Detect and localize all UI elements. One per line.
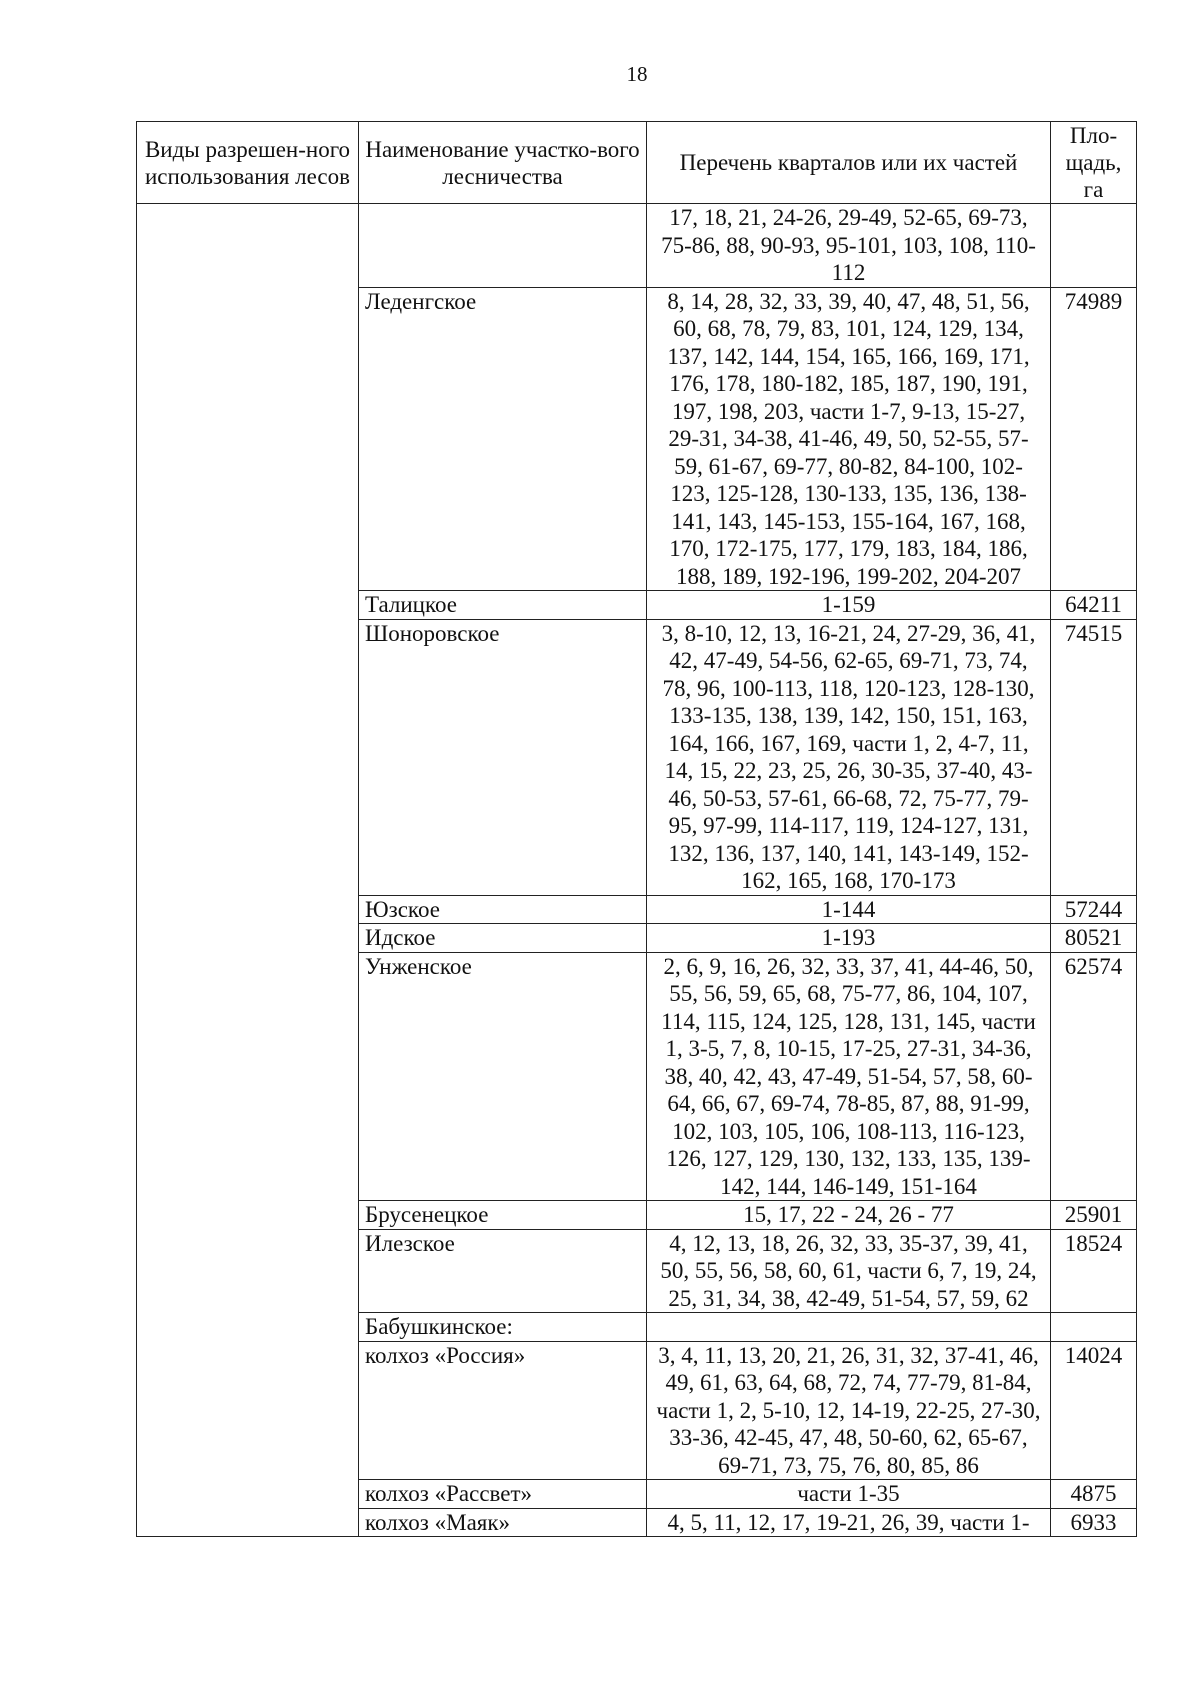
area-cell bbox=[1051, 204, 1137, 288]
area-cell: 4875 bbox=[1051, 1480, 1137, 1509]
table-header-row bbox=[137, 122, 1137, 204]
area-cell: 64211 bbox=[1051, 591, 1137, 620]
quarters-cell: части 1-35 bbox=[647, 1480, 1051, 1509]
area-cell: 18524 bbox=[1051, 1229, 1137, 1313]
header-area-ha: Пло-щадь, га bbox=[1051, 122, 1137, 204]
district-name-cell: Брусенецкое bbox=[359, 1201, 647, 1230]
quarters-cell: 3, 4, 11, 13, 20, 21, 26, 31, 32, 37-41, 46, 49, 61, 63, 64, 68, 72, 74, 77-79, 81-84, части 1, 2, 5-10, 12, 14-19, 22-25, 27-30, 33-36, 42-45, 47, 48, 50-60, 62, 65-67, 69-71, 73, 75, 76, 80, 85, 86 bbox=[647, 1341, 1051, 1480]
quarters-cell: 1-144 bbox=[647, 895, 1051, 924]
forest-use-type-cell bbox=[137, 204, 359, 1537]
header-forestry-district-name: Наименование участко-вого лесничества bbox=[359, 122, 647, 204]
quarters-cell bbox=[647, 1313, 1051, 1342]
quarters-cell: 3, 8-10, 12, 13, 16-21, 24, 27-29, 36, 41, 42, 47-49, 54-56, 62-65, 69-71, 73, 74, 78, 96, 100-113, 118, 120-123, 128-130, 133-135, 138, 139, 142, 150, 151, 163, 164, 166, 167, 169, части 1, 2, 4-7, 11, 14, 15, 22, 23, 25, 26, 30-35, 37-40, 43-46, 50-53, 57-61, 66-68, 72, 75-77, 79-95, 97-99, 114-117, 119, 124-127, 131, 132, 136, 137, 140, 141, 143-149, 152-162, 165, 168, 170-173 bbox=[647, 619, 1051, 895]
district-name-cell: колхоз «Россия» bbox=[359, 1341, 647, 1480]
area-cell: 14024 bbox=[1051, 1341, 1137, 1480]
district-name-cell: Идское bbox=[359, 924, 647, 953]
quarters-cell: 1-159 bbox=[647, 591, 1051, 620]
district-name-cell: Леденгское bbox=[359, 287, 647, 591]
page-number: 18 bbox=[626, 62, 648, 86]
quarters-cell: 15, 17, 22 - 24, 26 - 77 bbox=[647, 1201, 1051, 1230]
area-cell: 74515 bbox=[1051, 619, 1137, 895]
header-quarters-list: Перечень кварталов или их частей bbox=[647, 122, 1051, 204]
header-forest-use-type: Виды разрешен-ного использования лесов bbox=[137, 122, 359, 204]
district-name-cell: Талицкое bbox=[359, 591, 647, 620]
district-name-cell: Бабушкинское: bbox=[359, 1313, 647, 1342]
area-cell: 62574 bbox=[1051, 952, 1137, 1201]
table-body bbox=[137, 204, 1137, 1537]
district-name-cell: Унженское bbox=[359, 952, 647, 1201]
area-cell: 74989 bbox=[1051, 287, 1137, 591]
district-name-cell bbox=[359, 204, 647, 288]
area-cell: 6933 bbox=[1051, 1508, 1137, 1537]
district-name-cell: Юзское bbox=[359, 895, 647, 924]
district-name-cell: Илезское bbox=[359, 1229, 647, 1313]
area-cell: 25901 bbox=[1051, 1201, 1137, 1230]
district-name-cell: колхоз «Рассвет» bbox=[359, 1480, 647, 1509]
area-cell bbox=[1051, 1313, 1137, 1342]
quarters-cell: 17, 18, 21, 24-26, 29-49, 52-65, 69-73, 75-86, 88, 90-93, 95-101, 103, 108, 110-112 bbox=[647, 204, 1051, 288]
quarters-cell: 8, 14, 28, 32, 33, 39, 40, 47, 48, 51, 56, 60, 68, 78, 79, 83, 101, 124, 129, 134, 137, 142, 144, 154, 165, 166, 169, 171, 176, 178, 180-182, 185, 187, 190, 191, 197, 198, 203, части 1-7, 9-13, 15-27, 29-31, 34-38, 41-46, 49, 50, 52-55, 57-59, 61-67, 69-77, 80-82, 84-100, 102-123, 125-128, 130-133, 135, 136, 138-141, 143, 145-153, 155-164, 167, 168, 170, 172-175, 177, 179, 183, 184, 186, 188, 189, 192-196, 199-202, 204-207 bbox=[647, 287, 1051, 591]
district-name-cell: Шоноровское bbox=[359, 619, 647, 895]
table-row bbox=[137, 204, 1137, 288]
quarters-cell: 4, 12, 13, 18, 26, 32, 33, 35-37, 39, 41, 50, 55, 56, 58, 60, 61, части 6, 7, 19, 24, 25, 31, 34, 38, 42-49, 51-54, 57, 59, 62 bbox=[647, 1229, 1051, 1313]
quarters-cell: 2, 6, 9, 16, 26, 32, 33, 37, 41, 44-46, 50, 55, 56, 59, 65, 68, 75-77, 86, 104, 107, 114, 115, 124, 125, 128, 131, 145, части 1, 3-5, 7, 8, 10-15, 17-25, 27-31, 34-36, 38, 40, 42, 43, 47-49, 51-54, 57, 58, 60-64, 66, 67, 69-74, 78-85, 87, 88, 91-99, 102, 103, 105, 106, 108-113, 116-123, 126, 127, 129, 130, 132, 133, 135, 139-142, 144, 146-149, 151-164 bbox=[647, 952, 1051, 1201]
district-name-cell: колхоз «Маяк» bbox=[359, 1508, 647, 1537]
area-cell: 57244 bbox=[1051, 895, 1137, 924]
quarters-cell: 4, 5, 11, 12, 17, 19-21, 26, 39, части 1- bbox=[647, 1508, 1051, 1537]
forest-use-table bbox=[136, 121, 1137, 1537]
area-cell: 80521 bbox=[1051, 924, 1137, 953]
quarters-cell: 1-193 bbox=[647, 924, 1051, 953]
